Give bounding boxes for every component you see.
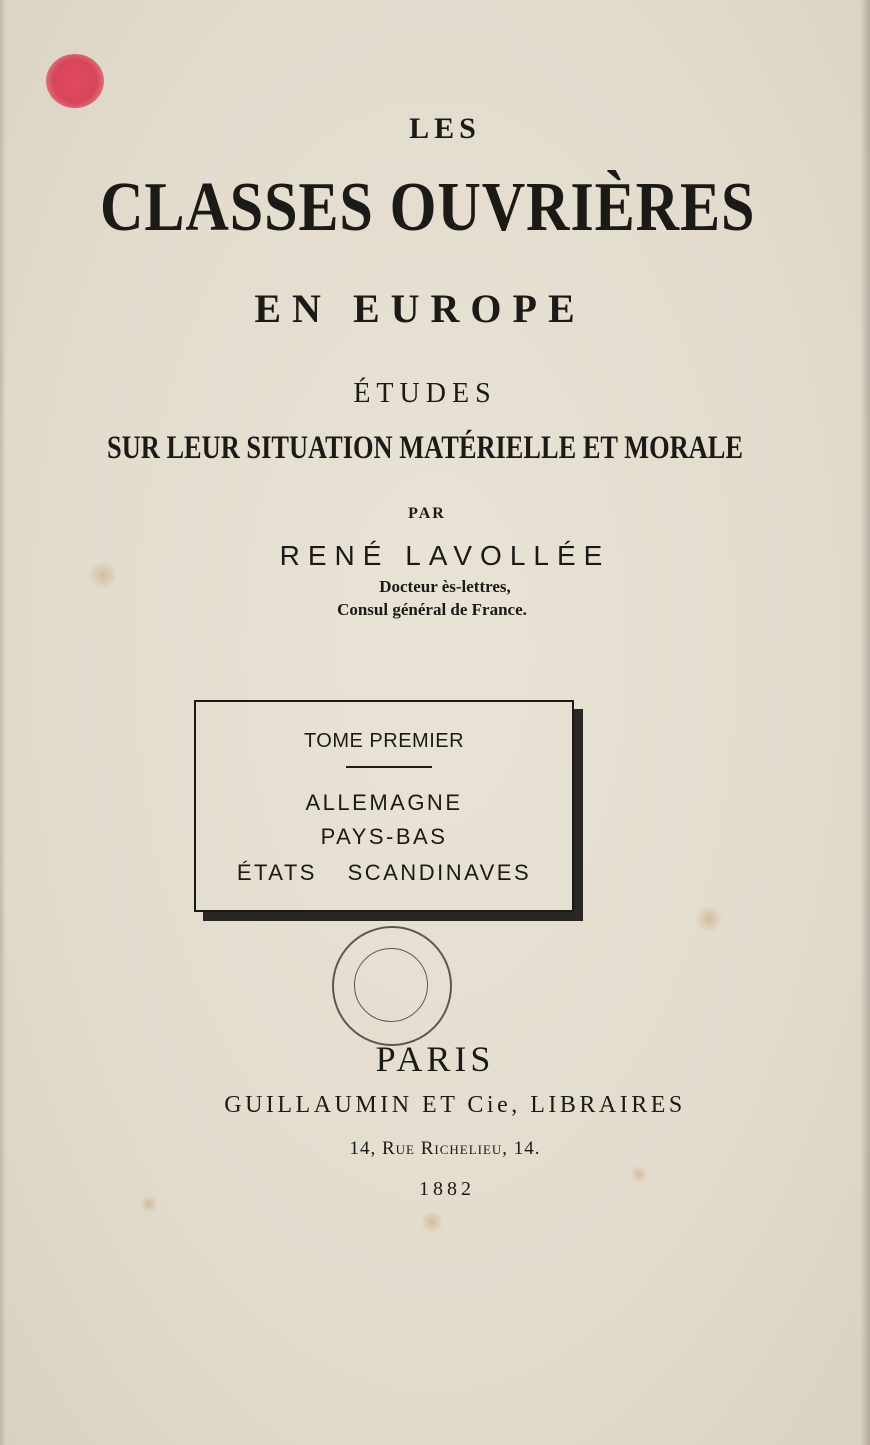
imprint-publisher: GUILLAUMIN ET Cie, LIBRAIRES: [224, 1092, 686, 1118]
imprint-address: 14, Rue Richelieu, 14.: [349, 1138, 541, 1159]
country-item: ALLEMAGNE: [305, 790, 463, 815]
volume-box: [194, 700, 574, 912]
library-stamp-icon: [332, 926, 452, 1046]
page-edge-left: [0, 0, 6, 1445]
imprint-city: PARIS: [375, 1039, 495, 1079]
main-title: CLASSES OUVRIÈRES: [100, 169, 756, 246]
by-line: PAR: [408, 505, 446, 522]
red-ink-stamp-icon: [46, 54, 104, 108]
page-edge-right: [860, 0, 870, 1445]
subtitle: SUR LEUR SITUATION MATÉRIELLE ET MORALE: [107, 430, 743, 466]
imprint-year: 1882: [419, 1178, 475, 1200]
library-stamp-inner: [354, 948, 428, 1022]
title-article: LES: [409, 112, 481, 145]
foxing-spot: [695, 905, 723, 933]
subtitle-lead: ÉTUDES: [353, 378, 497, 409]
divider: [346, 766, 432, 768]
author-credential: Consul général de France.: [337, 600, 527, 619]
title-continuation: EN EUROPE: [254, 286, 586, 331]
country-item: ÉTATS SCANDINAVES: [236, 860, 532, 885]
volume-label: TOME PREMIER: [303, 730, 465, 752]
country-item: PAYS-BAS: [320, 824, 448, 849]
author-name: RENÉ LAVOLLÉE: [279, 540, 611, 571]
foxing-spot: [420, 1210, 444, 1234]
author-credential: Docteur ès-lettres,: [379, 577, 511, 596]
